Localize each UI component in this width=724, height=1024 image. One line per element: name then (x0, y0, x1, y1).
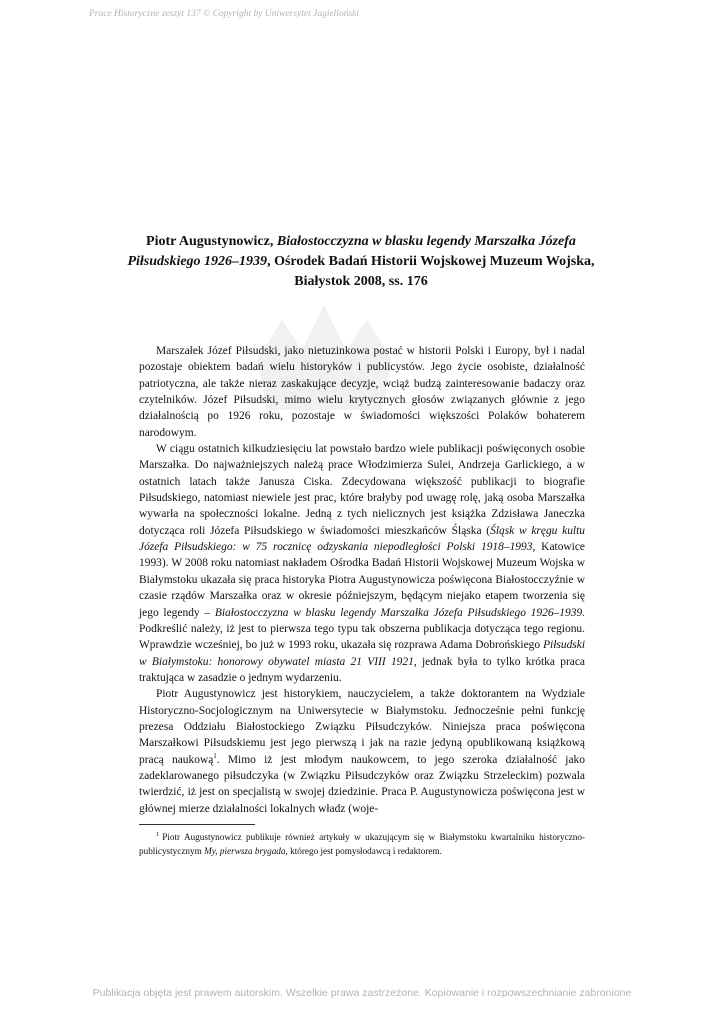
footnote-number: 1 (156, 830, 160, 838)
review-title (120, 232, 602, 292)
copyright-footer: Publikacja objęta jest prawem autorskim. Wszelkie prawa zastrzeżone. Kopiowanie i rozpowszechnianie zabronione (92, 987, 632, 999)
paragraph-3 (139, 686, 585, 817)
paragraph-1: Marszałek Józef Piłsudski, jako nietuzinkowa postać w historii Polski i Europy, był i nadal pozostaje obiektem badań wielu historyków i publicystów. Jego życie osobiste, działalność patriotyczna, ale także nieraz zaskakujące decyzje, wciąż budzą zainteresowanie badaczy oraz czytelników. Józef Piłsudski, mimo wielu krytycznych głosów związanych głównie z jego działalnością po 1926 roku, pozostaje w świadomości większości Polaków bohaterem narodowym. (139, 345, 585, 439)
p3-part-b: . Mimo iż jest młodym naukowcem, to jego szeroka działalność jako zadeklarowanego piłsudczyka (w Związku Piłsudczyków oraz Związku Strzeleckim) pozwala twierdzić, iż jest on specjalistą w swojej dziedzinie. Praca P. Augustynowicza poświęcona jest w głównej mierze działalności lokalnych władz (woje- (139, 753, 585, 815)
footnote-part-c: , którego jest pomysłodawcą i redaktorem. (285, 845, 442, 856)
footnote-divider (139, 824, 255, 825)
p2-cited-title-1: Śląsk w kręgu kultu Józefa Piłsudskiego: w 75 rocznicę odzyskania niepodległości Polski 1918–1993 (139, 524, 585, 554)
paragraph-2 (139, 441, 585, 686)
p2-cited-title-2: Białostocczyzna w blasku legendy Marszałka Józefa Piłsudskiego 1926–1939. (214, 606, 585, 619)
p2-part-e: Podkreślić należy, iż jest to pierwsza tego typu tak obszerna publikacja dotycząca tego regionu. Wprawdzie wcześniej, bo już w 1993 roku, ukazała się rozprawa Adama Dobrońskiego (139, 622, 585, 652)
footnote-cited-title: My, pierwsza brygada (204, 845, 286, 856)
article-body (139, 343, 585, 817)
footnote-1 (139, 831, 585, 858)
p3-part-a: Piotr Augustynowicz jest historykiem, nauczycielem, a także doktorantem na Wydziale Historyczno-Socjologicznym na Uniwersytecie w Białymstoku. Jednocześnie pełni funkcję prezesa Oddziału Białostockiego Związku Piłsudczyków. Niniejsza praca poświęcona Marszałkowi Piłsudskiemu jest jego pierwszą i jak na razie jedyną opublikowaną książkową pracą naukową (139, 688, 585, 766)
title-book: Białostocczyzna w blasku legendy Marszałka Józefa Piłsudskiego 1926–1939 (127, 234, 576, 269)
p2-cited-title-3: Piłsudski w Białymstoku: honorowy obywatel miasta 21 VIII 1921 (139, 639, 585, 668)
p2-part-g: , jednak była to tylko krótka praca traktująca w zasadzie o jednym wydarzeniu. (139, 655, 585, 684)
footnote-part-a: Piotr Augustynowicz publikuje również artykuły w ukazującym się w Białymstoku kwartalniku historyczno-publicystycznym (139, 832, 585, 856)
copyright-header: Prace Historyczne zeszyt 137 © Copyright by Uniwersytet Jagielloński (89, 9, 360, 19)
p2-part-c: , Katowice 1993). W 2008 roku natomiast nakładem Ośrodka Badań Historii Wojskowej Muzeum Wojska w Białymstoku ukazała się praca historyka Piotra Augustynowicza poświęcona Białostocczyźnie w czasie rządów Marszałka oraz w okresie późniejszym, będącym niejako etapem tworzenia się jego legendy – (139, 541, 586, 619)
title-publisher: , Ośrodek Badań Historii Wojskowej Muzeum Wojska, Białystok 2008, ss. 176 (267, 254, 595, 289)
footnote-reference[interactable]: 1 (213, 751, 217, 760)
p2-part-a: W ciągu ostatnich kilkudziesięciu lat powstało bardzo wiele publikacji poświęconych osobie Marszałka. Do najważniejszych należą prace Włodzimierza Sulei, Andrzeja Garlickiego, a w ostatnich latach także Janusza Ciska. Zdecydowana większość publikacji to biografie Piłsudskiego, natomiast niewiele jest prac, które brałyby pod uwagę rolę, jaką osoba Marszałka wywarła na społeczności lokalne. Jedną z tych nielicznych jest książka Zdzisława Janeczka dotycząca roli Józefa Piłsudskiego w świadomości mieszkańców Śląska ( (139, 443, 585, 537)
title-author: Piotr Augustynowicz, (146, 234, 274, 249)
